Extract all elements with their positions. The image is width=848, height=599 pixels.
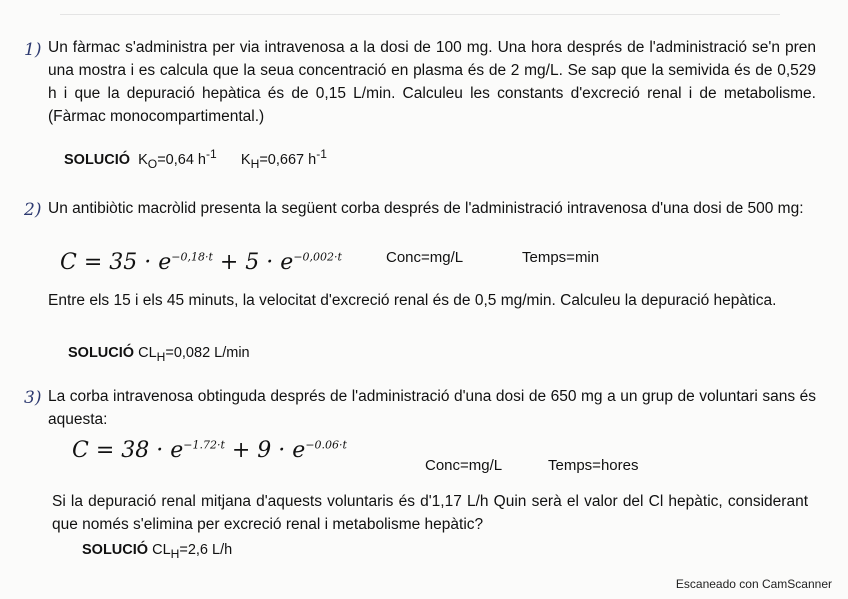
cl-subscript: H [156,349,166,364]
concentration-formula-2 [60,250,342,275]
problem-2-question [26,289,816,312]
ko-exponent: -1 [206,147,217,162]
concentration-formula-3 [72,438,347,463]
time-unit: Temps=min [522,249,600,266]
formula-term-1: C = 35 · e [60,250,172,275]
bleed-through-line [60,14,780,16]
ko-symbol: K [138,152,148,168]
cl-symbol: CL [138,345,157,361]
conc-unit: Conc=mg/L [425,457,503,474]
problem-2 [26,197,816,220]
camscanner-watermark: Escaneado con CamScanner [675,577,832,591]
problem-text: Un fàrmac s'administra per via intravenosa a la dosi de 100 mg. Una hora després de l'administració se'n pren una mostra i es calcula que la seua concentració en plasma és de 2 mg/L. Se sap que la semivida és de 0,529 h i que la depuració hepàtica és de 0,15 L/min. Calculeu les constants d'excreció renal i de metabolisme. (Fàrmac monocompartimental.) [48,39,816,125]
problem-number: 2) [24,200,42,220]
cl-symbol: CL [152,542,171,558]
problem-text-2: Si la depuració renal mitjana d'aquests voluntaris és d'1,17 L/h Quin serà el valor del Cl hepàtic, considerant que només s'elimina per excreció renal i metabolisme hepàtic? [52,493,808,533]
problem-text: La corba intravenosa obtinguda després de l'administració d'una dosi de 650 mg a un grup de voluntari sans és aquesta: [48,388,816,428]
solution-label: SOLUCIÓ [68,345,135,361]
formula-exponent-2: −0,002·t [293,250,342,264]
formula-exponent-1: −0,18·t [171,250,213,264]
formula-term-2: + 9 · e [224,438,306,463]
kh-subscript: H [250,156,260,171]
kh-exponent: -1 [316,147,327,162]
problem-number: 1) [24,40,42,60]
problem-1 [26,36,816,128]
formula-term-2: + 5 · e [212,250,294,275]
kh-symbol: K [240,152,251,168]
problem-text-2: Entre els 15 i els 45 minuts, la velocitat d'excreció renal és de 0,5 mg/min. Calculeu la depuració hepàtica. [48,292,777,309]
solution-label: SOLUCIÓ [82,542,149,558]
solution-2 [68,345,250,364]
problem-3 [26,385,816,431]
solution-3 [82,542,233,561]
problem-number: 3) [24,388,42,408]
solution-1 [64,147,327,171]
time-unit: Temps=hores [548,457,639,474]
solution-label: SOLUCIÓ [64,152,131,168]
cl-value: =0,082 L/min [165,345,250,361]
ko-subscript: O [147,156,158,171]
formula-exponent-1: −1.72·t [183,438,225,452]
problem-text: Un antibiòtic macròlid presenta la següent corba després de l'administració intravenosa d'una dosi de 500 mg: [48,200,804,217]
ko-value: =0,64 h [157,152,206,168]
conc-unit: Conc=mg/L [386,249,464,266]
cl-subscript: H [170,546,180,561]
cl-value: =2,6 L/h [179,542,233,558]
formula-term-1: C = 38 · e [72,438,184,463]
kh-value: =0,667 h [259,152,317,168]
formula-exponent-2: −0.06·t [305,438,347,452]
problem-3-question [30,490,808,536]
